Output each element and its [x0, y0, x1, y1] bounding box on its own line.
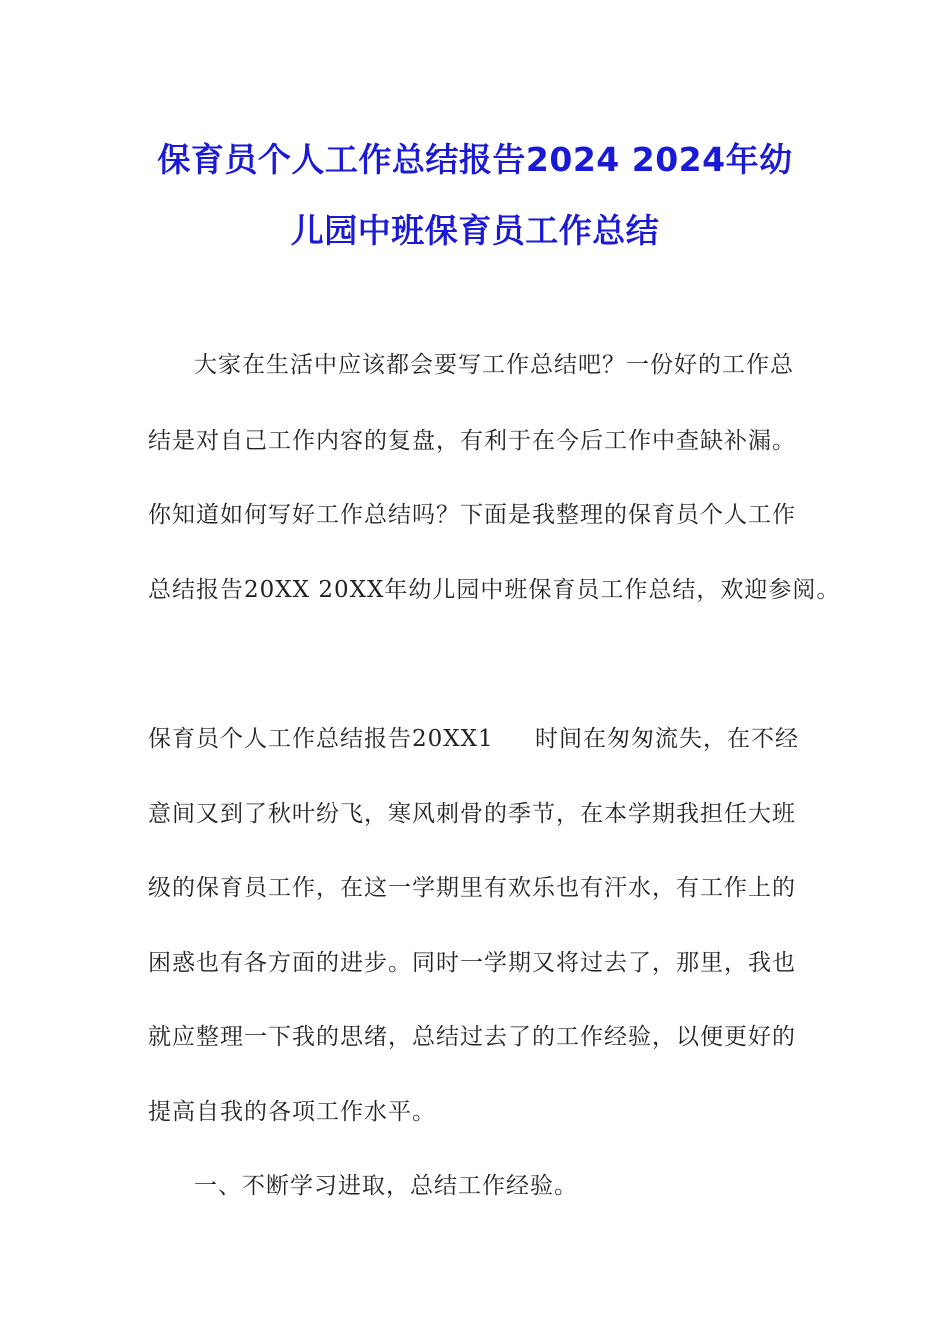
- section-paragraph-line: 意间又到了秋叶纷飞，寒风刺骨的季节，在本学期我担任大班: [148, 801, 796, 827]
- intro-paragraph-line: 你知道如何写好工作总结吗？下面是我整理的保育员个人工作: [148, 502, 796, 528]
- section-paragraph-line: 就应整理一下我的思绪，总结过去了的工作经验，以便更好的: [148, 1024, 796, 1050]
- document-title-line-1: 保育员个人工作总结报告2024 2024年幼: [157, 140, 793, 179]
- intro-paragraph-line: 总结报告20XX 20XX年幼儿园中班保育员工作总结，欢迎参阅。: [148, 577, 841, 603]
- section-paragraph-line: 提高自我的各项工作水平。: [148, 1099, 436, 1125]
- intro-paragraph-line: 大家在生活中应该都会要写工作总结吧？一份好的工作总: [194, 352, 794, 378]
- section-paragraph-line: 困惑也有各方面的进步。同时一学期又将过去了，那里，我也: [148, 950, 796, 976]
- intro-paragraph-line: 结是对自己工作内容的复盘，有利于在今后工作中查缺补漏。: [148, 428, 796, 454]
- section-heading-line: [148, 720, 808, 753]
- document-title-line-2: 儿园中班保育员工作总结: [290, 211, 660, 250]
- subsection-heading: 一、不断学习进取，总结工作经验。: [194, 1173, 578, 1199]
- section-heading: 保育员个人工作总结报告20XX1: [148, 726, 494, 752]
- section-paragraph-line: 级的保育员工作，在这一学期里有欢乐也有汗水，有工作上的: [148, 875, 796, 901]
- section-paragraph-start: 时间在匆匆流失，在不经: [535, 726, 799, 752]
